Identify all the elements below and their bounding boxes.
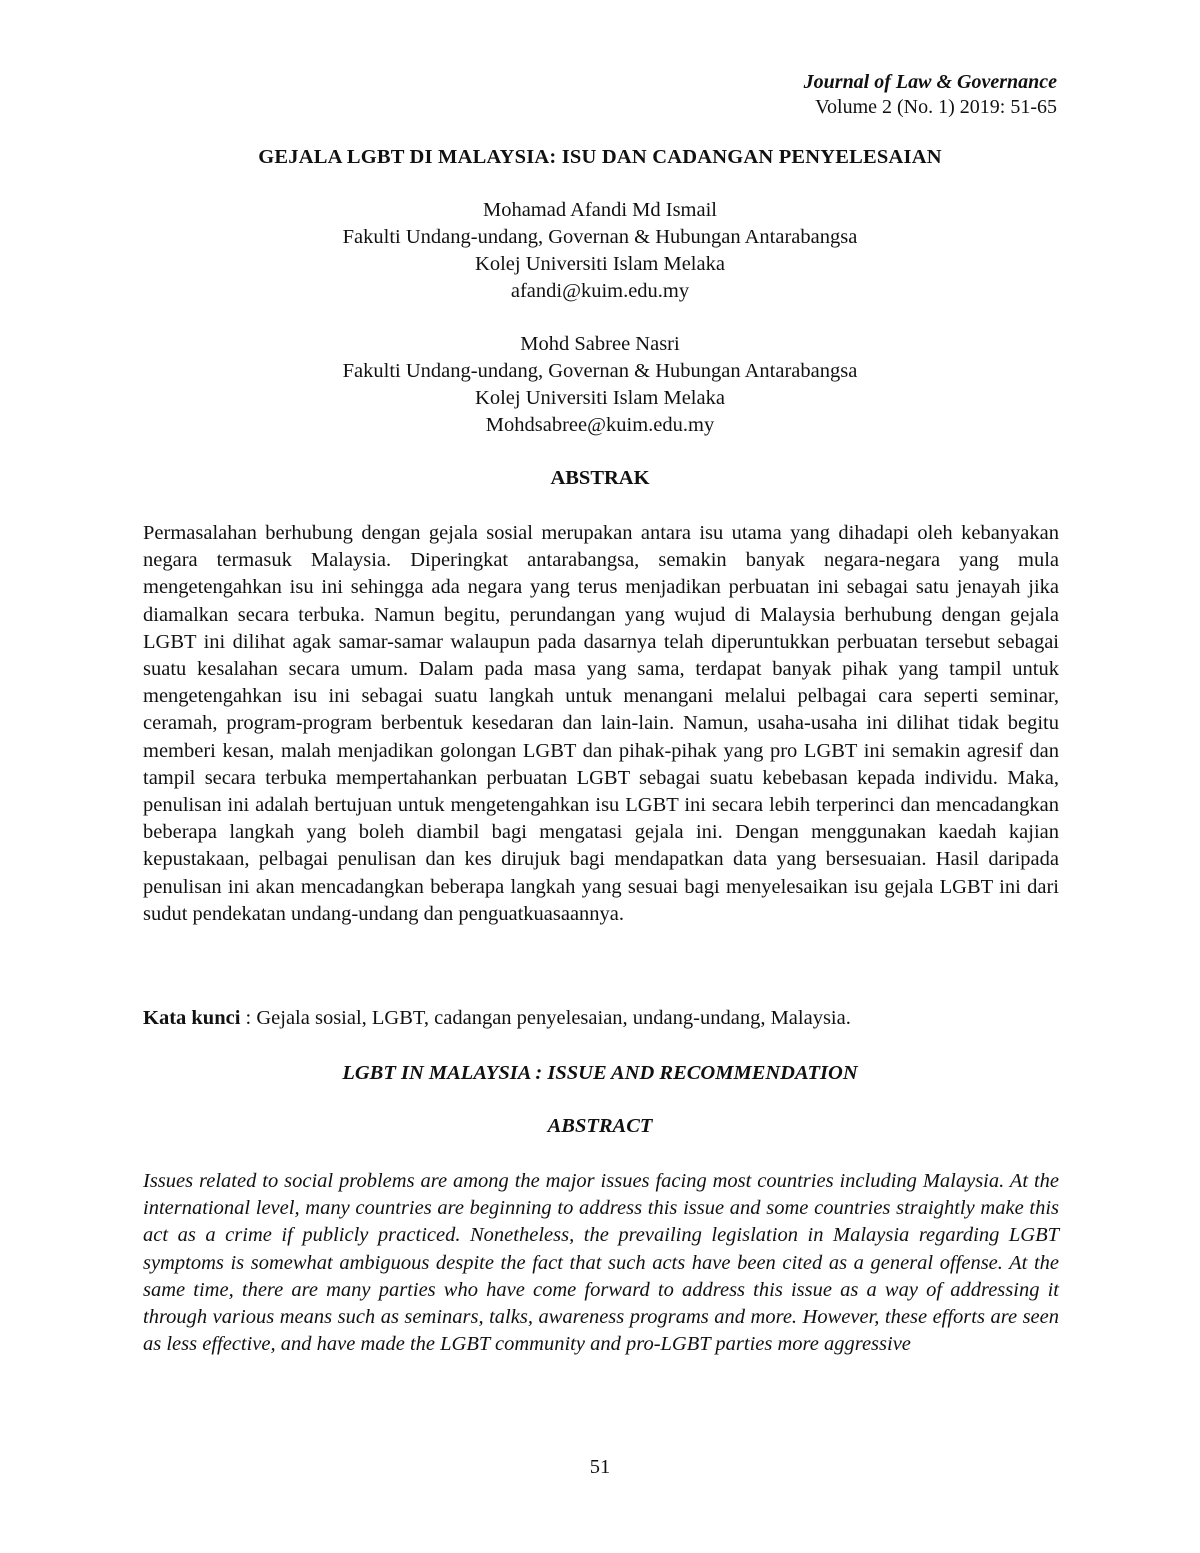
author-institution: Kolej Universiti Islam Melaka bbox=[475, 253, 725, 275]
abstract-heading: ABSTRACT bbox=[547, 1115, 653, 1137]
english-title: LGBT IN MALAYSIA : ISSUE AND RECOMMENDATION bbox=[342, 1062, 858, 1084]
author-institution: Kolej Universiti Islam Melaka bbox=[475, 387, 725, 409]
abstrak-heading: ABSTRAK bbox=[550, 467, 650, 489]
paper-title: GEJALA LGBT DI MALAYSIA: ISU DAN CADANGAN PENYELESAIAN bbox=[258, 146, 942, 168]
journal-header bbox=[804, 70, 1057, 120]
keywords-label: Kata kunci bbox=[143, 1007, 241, 1029]
keywords bbox=[143, 1007, 1059, 1030]
author-block-1 bbox=[0, 197, 1200, 305]
keywords-text: : Gejala sosial, LGBT, cadangan penyelesaian, undang-undang, Malaysia. bbox=[240, 1007, 851, 1029]
page-number: 51 bbox=[589, 1456, 611, 1478]
journal-name: Journal of Law & Governance bbox=[803, 71, 1057, 93]
author-block-2 bbox=[0, 331, 1200, 439]
abstract-text: Issues related to social problems are among the major issues facing most countries including Malaysia. At the international level, many countries are beginning to address this issue and some countries straightly make this act as a crime if publicly practiced. Nonetheless, the prevailing legislation in Malaysia regarding LGBT symptoms is somewhat ambiguous despite the fact that such acts have been cited as a general offense. At the same time, there are many parties who have come forward to address this issue as a way of addressing it through various means such as seminars, talks, awareness programs and more. However, these efforts are seen as less effective, and have made the LGBT community and pro-LGBT parties more aggressive bbox=[143, 1170, 1059, 1356]
author-email: Mohdsabree@kuim.edu.my bbox=[485, 414, 715, 436]
author-faculty: Fakulti Undang-undang, Governan & Hubungan Antarabangsa bbox=[342, 226, 858, 248]
author-name: Mohd Sabree Nasri bbox=[520, 333, 680, 355]
author-faculty: Fakulti Undang-undang, Governan & Hubungan Antarabangsa bbox=[342, 360, 858, 382]
author-name: Mohamad Afandi Md Ismail bbox=[482, 199, 717, 221]
author-email: afandi@kuim.edu.my bbox=[510, 280, 690, 302]
abstrak-text: Permasalahan berhubung dengan gejala sosial merupakan antara isu utama yang dihadapi oleh kebanyakan negara termasuk Malaysia. Diperingkat antarabangsa, semakin banyak negara-negara yang mula mengetengahkan isu ini sehingga ada negara yang terus menjadikan perbuatan ini sebagai satu jenayah jika diamalkan secara terbuka. Namun begitu, perundangan yang wujud di Malaysia berhubung dengan gejala LGBT ini dilihat agak samar-samar walaupun pada dasarnya telah diperuntukkan perbuatan tersebut sebagai suatu kesalahan secara umum. Dalam pada masa yang sama, terdapat banyak pihak yang tampil untuk mengetengahkan isu ini sebagai suatu langkah untuk menangani melalui pelbagai cara seperti seminar, ceramah, program-program berbentuk kesedaran dan lain-lain. Namun, usaha-usaha ini dilihat tidak begitu memberi kesan, malah menjadikan golongan LGBT dan pihak-pihak yang pro LGBT ini semakin agresif dan tampil secara terbuka mempertahankan perbuatan LGBT sebagai suatu kebebasan kepada individu. Maka, penulisan ini adalah bertujuan untuk mengetengahkan isu LGBT ini secara lebih terperinci dan mencadangkan beberapa langkah yang boleh diambil bagi mengatasi gejala ini. Dengan menggunakan kaedah kajian kepustakaan, pelbagai penulisan dan kes dirujuk bagi mendapatkan data yang bersesuaian. Hasil daripada penulisan ini akan mencadangkan beberapa langkah yang sesuai bagi menyelesaikan isu gejala LGBT ini dari sudut pendekatan undang-undang dan penguatkuasaannya. bbox=[143, 522, 1059, 925]
journal-volume: Volume 2 (No. 1) 2019: 51-65 bbox=[815, 96, 1057, 118]
